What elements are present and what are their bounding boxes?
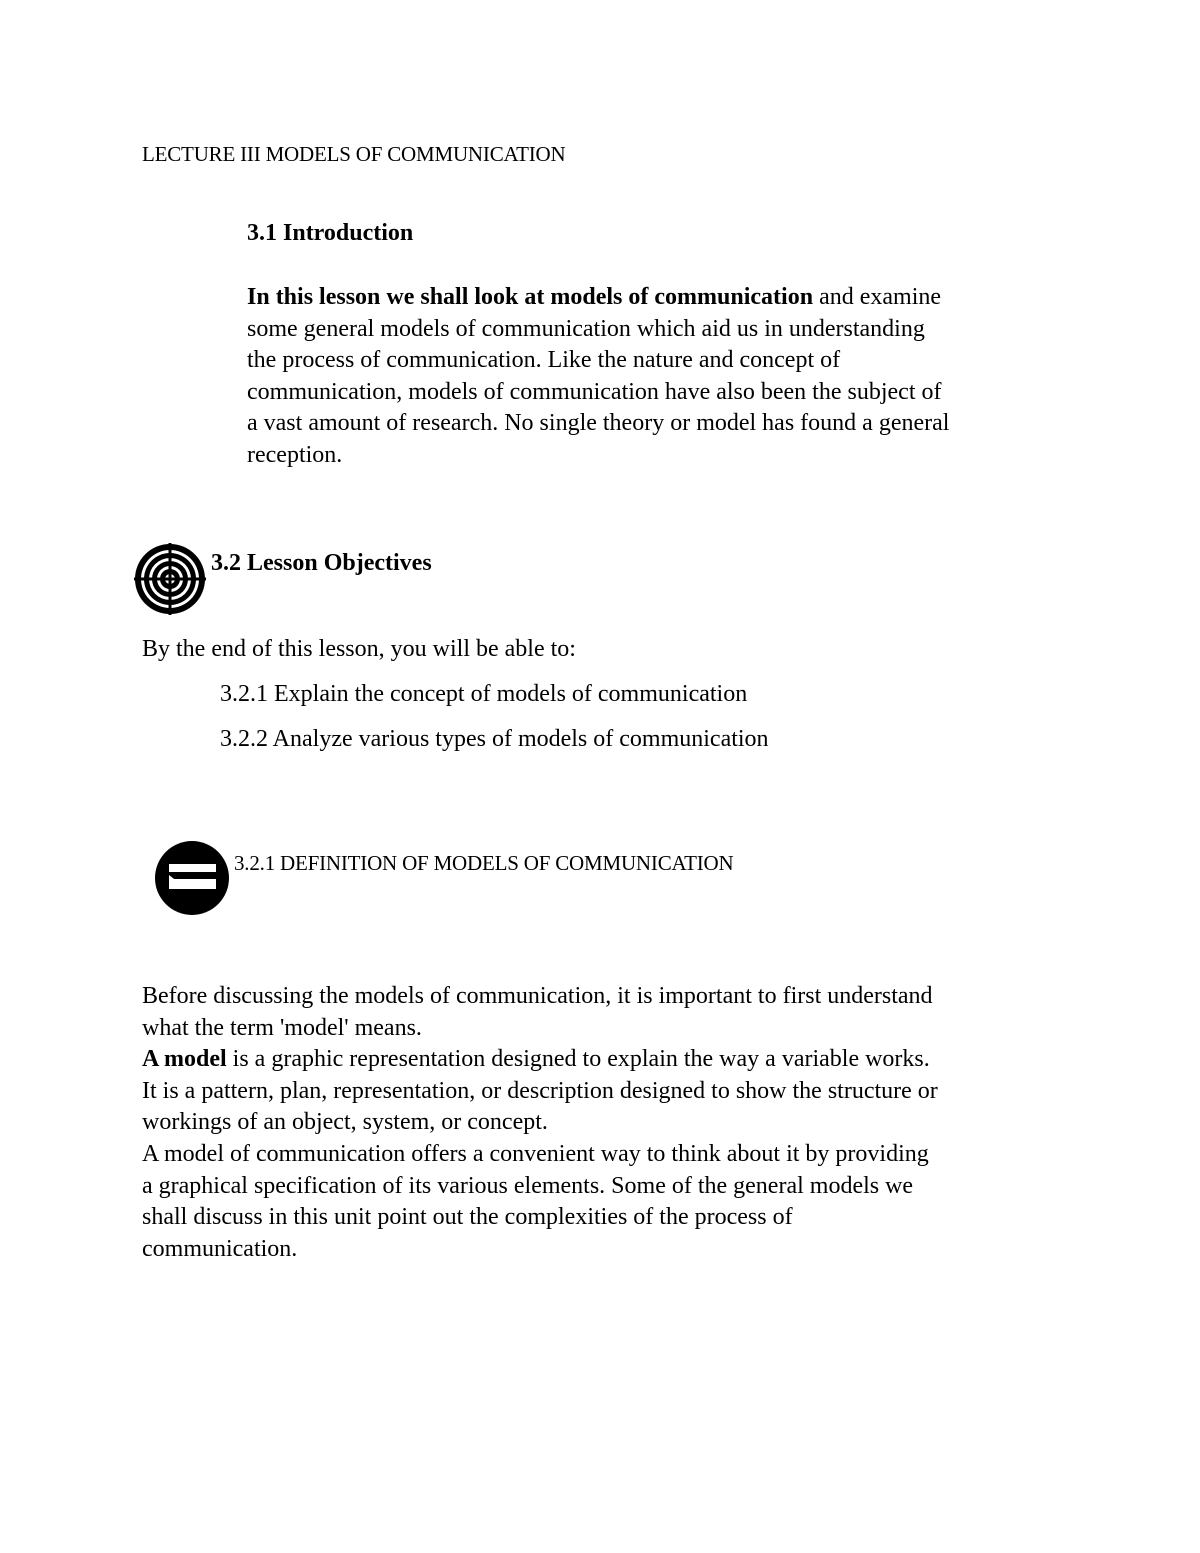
intro-line: communication, models of communication have also been the subject of — [247, 378, 942, 405]
objectives-intro: By the end of this lesson, you will be able to: — [142, 636, 576, 662]
introduction-heading: 3.1 Introduction — [247, 220, 414, 246]
intro-line: In this lesson we shall look at models of communication and examine — [247, 284, 942, 310]
definition-line: shall discuss in this unit point out the complexities of the process of — [142, 1204, 793, 1231]
definition-line: workings of an object, system, or concept. — [142, 1109, 548, 1136]
definition-line: communication. — [142, 1235, 298, 1262]
definition-paragraph — [142, 981, 1082, 1265]
intro-line: the process of communication. Like the nature and concept of — [247, 347, 841, 374]
list-icon — [154, 840, 230, 916]
definition-line: It is a pattern, plan, representation, or description designed to show the structure or — [142, 1077, 938, 1104]
lecture-title: LECTURE III MODELS OF COMMUNICATION — [142, 142, 566, 166]
definition-line: a graphical specification of its various elements. Some of the general models we — [142, 1172, 914, 1199]
objective-item: 3.2.1 Explain the concept of models of communication — [220, 681, 748, 707]
definition-line: Before discussing the models of communication, it is important to first understand — [142, 983, 933, 1009]
definition-line: A model is a graphic representation designed to explain the way a variable works. — [142, 1046, 930, 1073]
definition-line: A model of communication offers a convenient way to think about it by providing — [142, 1140, 929, 1167]
objective-item: 3.2.2 Analyze various types of models of communication — [220, 726, 769, 752]
introduction-paragraph — [247, 282, 1067, 472]
target-icon — [134, 543, 206, 615]
intro-line: a vast amount of research. No single theory or model has found a general — [247, 410, 950, 437]
intro-line: some general models of communication which aid us in understanding — [247, 315, 925, 342]
definition-heading: 3.2.1 DEFINITION OF MODELS OF COMMUNICATION — [234, 851, 734, 875]
objectives-heading: 3.2 Lesson Objectives — [211, 550, 432, 576]
definition-line: what the term 'model' means. — [142, 1014, 422, 1041]
intro-line: reception. — [247, 441, 343, 468]
